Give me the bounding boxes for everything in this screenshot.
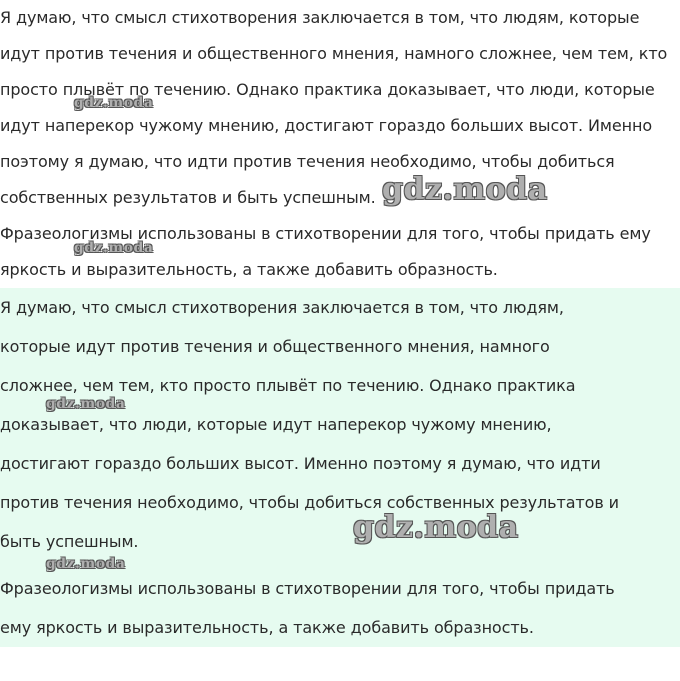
text-line: Фразеологизмы использованы в стихотворении для того, чтобы придать bbox=[0, 579, 615, 598]
text-line: достигают гораздо больших высот. Именно поэтому я думаю, что идти bbox=[0, 454, 601, 473]
text-line: быть успешным. bbox=[0, 532, 139, 551]
watermark-logo: gdz.moda bbox=[353, 510, 519, 545]
answer-block-1 bbox=[0, 0, 680, 288]
watermark-logo: gdz.moda bbox=[46, 556, 126, 572]
text-line: яркость и выразительность, а также добавить образность. bbox=[0, 260, 498, 279]
text-line: Я думаю, что смысл стихотворения заключается в том, что людям, которые bbox=[0, 8, 640, 27]
answer-block-2 bbox=[0, 288, 680, 647]
text-line: которые идут против течения и общественного мнения, намного bbox=[0, 337, 550, 356]
text-line: Фразеологизмы использованы в стихотворении для того, чтобы придать ему bbox=[0, 224, 651, 243]
text-line: ему яркость и выразительность, а также добавить образность. bbox=[0, 618, 534, 637]
watermark-logo: gdz.moda bbox=[74, 240, 154, 256]
watermark-logo: gdz.moda bbox=[46, 396, 126, 412]
text-line: идут против течения и общественного мнения, намного сложнее, чем тем, кто bbox=[0, 44, 668, 63]
text-line: против течения необходимо, чтобы добиться собственных результатов и bbox=[0, 493, 619, 512]
text-line: собственных результатов и быть успешным. bbox=[0, 188, 376, 207]
answer-2-paragraph-1 bbox=[0, 288, 619, 561]
watermark-logo: gdz.moda bbox=[382, 172, 548, 207]
text-line: Я думаю, что смысл стихотворения заключается в том, что людям, bbox=[0, 298, 564, 317]
answer-2-paragraph-2 bbox=[0, 569, 615, 647]
text-line: сложнее, чем тем, кто просто плывёт по течению. Однако практика bbox=[0, 376, 576, 395]
text-line: поэтому я думаю, что идти против течения необходимо, чтобы добиться bbox=[0, 152, 615, 171]
text-line: просто плывёт по течению. Однако практика доказывает, что люди, которые bbox=[0, 80, 655, 99]
text-line: доказывает, что люди, которые идут наперекор чужому мнению, bbox=[0, 415, 552, 434]
text-line: идут наперекор чужому мнению, достигают гораздо больших высот. Именно bbox=[0, 116, 653, 135]
watermark-logo: gdz.moda bbox=[74, 95, 154, 111]
